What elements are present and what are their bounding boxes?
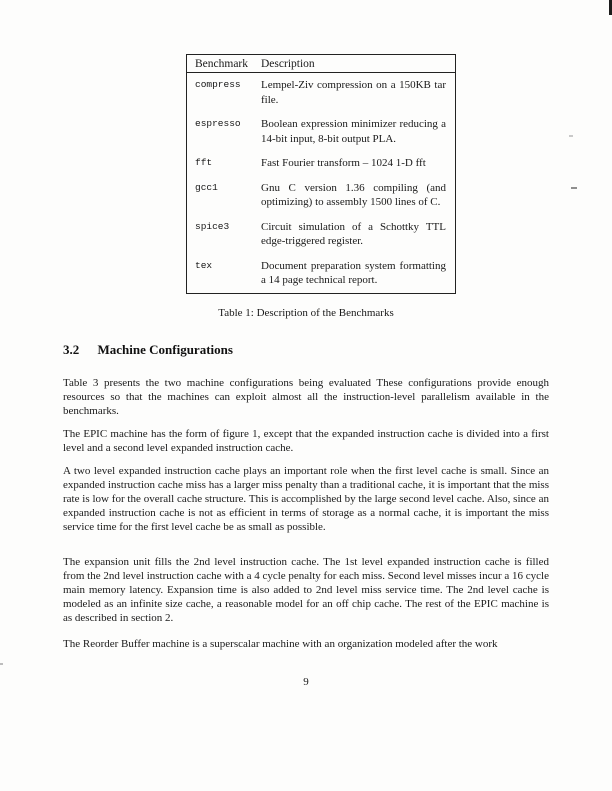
benchmark-name: gcc1 <box>195 181 218 193</box>
paragraph: Table 3 presents the two machine configurations being evaluated These configurations provide enough resources so that the machines can exploit almost all the instruction-level parallelism available in the benchmarks. <box>63 376 549 417</box>
benchmark-description: Boolean expression minimizer reducing a 14-bit input, 8-bit output PLA. <box>261 118 446 145</box>
benchmark-name: espresso <box>195 118 241 129</box>
table-row <box>187 156 456 181</box>
page-number: 9 <box>303 675 309 688</box>
scan-artifact <box>0 663 3 665</box>
table-row <box>187 73 456 118</box>
scan-artifact <box>571 187 577 189</box>
benchmark-description: Circuit simulation of a Schottky TTL edge-triggered register. <box>261 220 446 247</box>
paragraph: The EPIC machine has the form of figure 1, except that the expanded instruction cache is divided into a first level and a second level expanded instruction cache. <box>63 427 549 454</box>
section-heading <box>63 342 549 358</box>
table-caption: Table 1: Description of the Benchmarks <box>218 306 394 319</box>
section-number: 3.2 <box>63 341 80 357</box>
benchmark-name: compress <box>195 79 241 90</box>
benchmark-description: Lempel-Ziv compression on a 150KB tar file. <box>261 79 446 106</box>
table-row <box>187 117 456 156</box>
benchmark-description: Gnu C version 1.36 compiling (and optimizing) to assembly 1500 lines of C. <box>261 181 446 208</box>
benchmark-name: spice3 <box>195 220 230 232</box>
benchmark-description: Document preparation system formatting a 14 page technical report. <box>261 259 446 286</box>
section-title: Machine Configurations <box>97 341 233 357</box>
benchmark-name: tex <box>195 259 213 271</box>
paragraph: The Reorder Buffer machine is a superscalar machine with an organization modeled after the work <box>63 637 498 650</box>
table-header-row <box>187 55 456 73</box>
table-header-benchmark: Benchmark <box>187 55 254 73</box>
benchmark-name: fft <box>195 157 213 168</box>
benchmark-description: Fast Fourier transform – 1024 1-D fft <box>261 157 426 169</box>
table-header-description: Description <box>253 55 456 73</box>
scan-artifact <box>569 135 573 137</box>
table-row <box>187 259 456 294</box>
paragraph: The expansion unit fills the 2nd level instruction cache. The 1st level expanded instruction cache is filled from the 2nd level instruction cache with a 4 cycle penalty for each miss. Second level misses incur a 16 cycle main memory latency. Expansion time is also added to 2nd level miss service time. The 2nd level cache is modeled as an infinite size cache, a reasonable model for an off chip cache. The rest of the EPIC machine is as described in section 2. <box>63 555 549 624</box>
table-row <box>187 220 456 259</box>
table-row <box>187 181 456 220</box>
benchmark-table <box>186 54 456 294</box>
paragraph: A two level expanded instruction cache plays an important role when the first level cache is small. Since an expanded instruction cache miss has a larger miss penalty than a traditional cache, it is important that the miss rate is low for the overall cache structure. This is accomplished by the large second level cache. Also, since an expanded instruction cache is not as efficient in terms of storage as a normal cache, it is important the miss service time for the first level cache be as small as possible. <box>63 464 549 533</box>
